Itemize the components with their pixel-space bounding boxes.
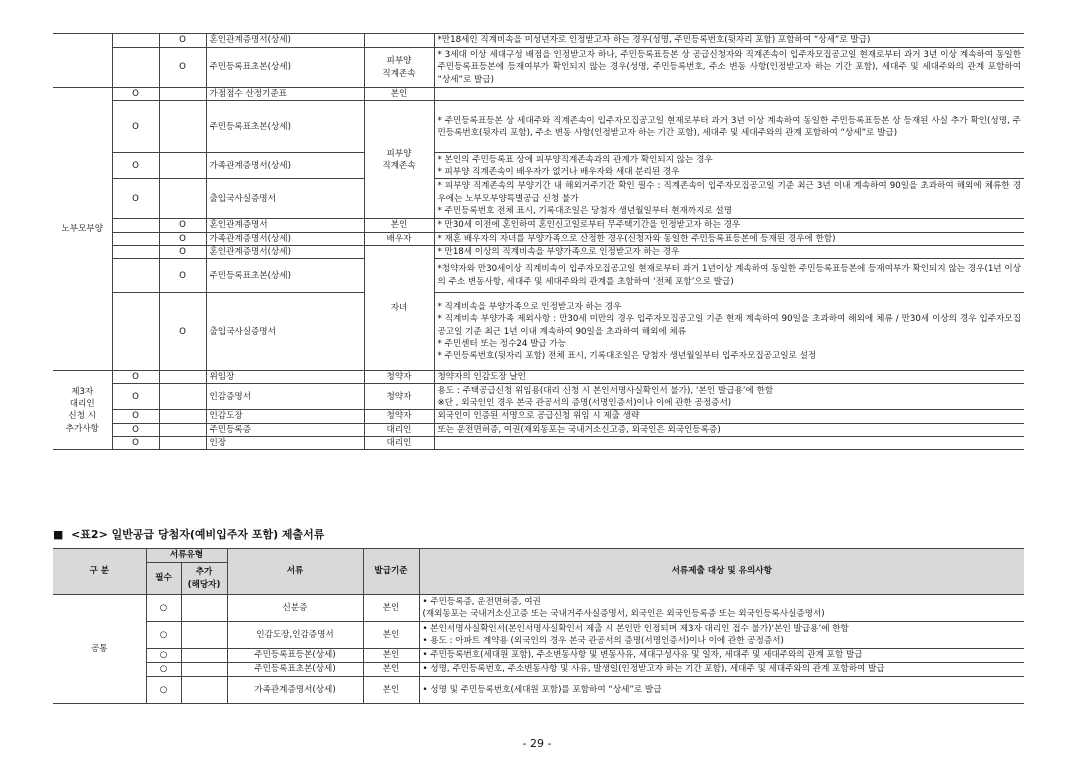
table-row [53,34,1024,48]
header-note: 서류제출 대상 및 유의사항 [419,549,1024,595]
note-text: * 3세대 이상 세대구성 배점을 인정받고자 하나, 주민등록표등본 상 공급신청자와 직계존속이 입주자모집공고일 현재로부터 과거 3년 이상 계속하여 동일한 주민등록표등본에 등재여부가 확인되지 않는 경우(성명, 주민등록번호, 주소 변동 사항(인정받고자 하는 기간 포함), 세대주 및 세대주와의 관계 포함하여 “상세”로 발급) [434,48,1024,88]
table-row [53,245,1024,258]
required-mark: ○ [146,622,181,649]
header-doc: 서류 [227,549,363,595]
additional-mark: O [159,232,206,245]
additional-mark [159,423,206,436]
issue-standard [364,34,434,48]
table-row [53,437,1024,450]
issue-standard: 청약자 [364,384,434,410]
header-std: 발급기준 [363,549,419,595]
note-text: • 성명, 주민등록번호, 주소변동사항 및 사유, 발생일(인정받고자 하는 기간 포함), 세대주 및 세대주와의 관계 포함하여 발급 [419,663,1024,677]
required-mark [112,293,159,371]
document-name: 인감도장 [206,410,364,423]
document-name: 위임장 [206,371,364,384]
document-name: 혼인관계증명서(상세) [206,34,364,48]
note-text: * 직계비속을 부양가족으로 인정받고자 하는 경우 * 직계비속 부양가족 제외사항 : 만30세 미만의 경우 입주자모집공고일 기준 현재 계속하여 90일을 초과하여 해외에 체류 / 만30세 이상의 경우 입주자모집공고일 기준 최근 1년 이내 계속하여 90일을 초과하여 해외에 체류 * 주민센터 또는 정수24 발급 가능 * 주민등록번호(뒷자리 포함) 전체 표시, 기록대조일은 당첨자 생년월일부터 입주자모집공고일로 설정 [434,293,1024,371]
note-text: * 재혼 배우자의 자녀를 부양가족으로 산정한 경우(신청자와 동일한 주민등록표등본에 등재된 경우에 한함) [434,232,1024,245]
additional-mark: O [159,293,206,371]
document-name: 인감도장,인감증명서 [227,622,363,649]
table-row [53,153,1024,179]
additional-mark: O [159,259,206,293]
note-text: * 본인의 주민등록표 상에 피부양직계존속과의 관계가 확인되지 않는 경우 * 피부양 직계존속이 배우자가 없거나 배우자와 세대 분리된 경우 [434,153,1024,179]
issue-standard: 본인 [363,663,419,677]
group-label: 제3자 대리인 신청 시 추가사항 [53,371,112,450]
header-additional: 추가 (해당자) [181,563,227,595]
required-mark: O [112,423,159,436]
bullet-square-icon: ■ [53,528,64,541]
note-text: • 주민등록증, 운전면허증, 여권 (재외동포는 국내거소신고증 또는 국내거주사실증명서, 외국인은 외국인등록증 또는 외국인등록사실증명서) [419,595,1024,622]
issue-standard: 피부양 직계존속 [364,48,434,88]
note-text: * 피부양 직계존속의 부양기간 내 해외거주기간 확인 필수 : 직계존속이 입주자모집공고일 기준 최근 3년 이내 계속하여 90일을 초과하여 해외에 체류한 경우에는 노부모부양특별공급 신청 불가 * 주민등록번호 전체 표시, 기록대조일은 당첨자 생년월일부터 현재까지로 설명 [434,179,1024,219]
required-mark: O [112,384,159,410]
additional-mark [159,371,206,384]
required-mark: ○ [146,649,181,663]
document-name: 인감증명서 [206,384,364,410]
issue-standard: 본인 [363,622,419,649]
issue-standard: 본인 [363,595,419,622]
additional-mark: O [159,219,206,232]
issue-standard: 피부양 직계존속 [364,101,434,219]
group-label: 노부모부양 [53,88,112,371]
table-row [53,179,1024,219]
additional-mark [159,88,206,101]
issue-standard: 대리인 [364,437,434,450]
table-row [53,293,1024,371]
additional-mark [181,595,227,622]
section-title [53,526,324,542]
table-row [53,101,1024,153]
table-row [53,663,1024,677]
document-name: 출입국사실증명서 [206,293,364,371]
required-mark [112,259,159,293]
document-name: 주민등록표초본(상세) [206,101,364,153]
note-text: 또는 운전면허증, 여권(재외동포는 국내거소신고증, 외국인은 외국인등록증) [434,423,1024,436]
required-mark [112,34,159,48]
additional-mark [159,153,206,179]
note-text [434,88,1024,101]
issue-standard: 청약자 [364,410,434,423]
note-text: 외국인이 인증된 서명으로 공급신청 위임 시 제출 생략 [434,410,1024,423]
required-mark: O [112,437,159,450]
note-text: • 주민등록번호(세대원 포함), 주소변동사항 및 변동사유, 세대구성사유 및 일자, 세대주 및 세대주와의 관계 포함 발급 [419,649,1024,663]
table-row [53,384,1024,410]
note-text: 청약자의 인감도장 날인 [434,371,1024,384]
additional-mark [181,677,227,704]
required-mark [112,48,159,88]
issue-standard: 청약자 [364,371,434,384]
note-text: • 본인서명사실확인서(본인서명사실확인서 제출 시 본인만 인정되며 제3자 대리인 접수 불가)‘본인 발급용’에 한함 • 용도 : 아파트 계약용 (외국인의 경우 본국 관공서의 증명(서명인증서)이나 이에 관한 공정증서) [419,622,1024,649]
document-name: 가족관계증명서(상세) [206,232,364,245]
issue-standard: 본인 [364,88,434,101]
note-text [434,437,1024,450]
note-text: * 만18세 이상의 직계비속을 부양가족으로 인정받고자 하는 경우 [434,245,1024,258]
document-name: 주민등록표초본(상세) [227,663,363,677]
document-name: 혼인관계증명서(상세) [206,245,364,258]
header-required: 필수 [146,563,181,595]
document-name: 가족관계증명서(상세) [227,677,363,704]
document-name: 가점점수 산정기준표 [206,88,364,101]
note-text: *청약자와 만30세이상 직계비속이 입주자모집공고일 현재로부터 과거 1년이상 계속하여 동일한 주민등록표등본에 등재여부가 확인되지 않는 경우(1년 이상의 주소 변동사항, 세대주 및 세대주와의 관계를 초함하여 ‘전체 포함’으로 발급) [434,259,1024,293]
group-common: 공통 [53,595,146,704]
document-name: 가족관계증명서(상세) [206,153,364,179]
required-mark: O [112,153,159,179]
page-number: - 29 - [522,737,552,750]
document-name: 주민등록증 [206,423,364,436]
table-row [53,219,1024,232]
table-row [53,423,1024,436]
additional-mark [159,179,206,219]
required-mark: ○ [146,663,181,677]
required-mark: O [112,410,159,423]
header-doc-type: 서류유형 [146,549,227,563]
issue-standard: 본인 [364,219,434,232]
table-row [53,232,1024,245]
note-text: * 만30세 이전에 혼인하여 혼인신고일로부터 무주택기간을 인정받고자 하는 경우 [434,219,1024,232]
table-row [53,410,1024,423]
table-row [53,595,1024,622]
table-row [53,649,1024,663]
issue-standard: 자녀 [364,245,434,370]
note-text: • 성명 및 주민등록번호(세대원 포함)를 포함하여 “상세”로 발급 [419,677,1024,704]
additional-mark [181,649,227,663]
required-mark: O [112,179,159,219]
required-mark: ○ [146,595,181,622]
note-text: * 주민등록표등본 상 세대주와 직계존속이 입주자모집공고일 현재로부터 과거 3년 이상 계속하여 동일한 주민등록표등본 상 등재된 사실 추가 확인(성명, 주민등록번호(뒷자리 포함), 주소 변동 사항(인정받고자 하는 기간 포함), 세대주 및 세대주와의 관계 포함하여 “상세”로 발급) [434,101,1024,153]
issue-standard: 본인 [363,649,419,663]
table-row [53,371,1024,384]
additional-mark [159,101,206,153]
senior-support-docs-table [53,33,1024,450]
additional-mark [181,622,227,649]
document-name: 인장 [206,437,364,450]
required-mark: O [112,101,159,153]
required-mark: O [112,371,159,384]
table-row [53,677,1024,704]
document-name: 출입국사실증명서 [206,179,364,219]
table-row [53,259,1024,293]
document-name: 혼인관계증명서 [206,219,364,232]
table-row [53,88,1024,101]
document-name: 주민등록표등본(상세) [227,649,363,663]
issue-standard: 대리인 [364,423,434,436]
note-text: *만18세인 직계비속을 미성년자로 인정받고자 하는 경우(성명, 주민등록번호(뒷자리 포함) 포함하여 “상세”로 발급) [434,34,1024,48]
required-mark [112,245,159,258]
required-mark: O [112,88,159,101]
table-row [53,48,1024,88]
required-mark [112,219,159,232]
additional-mark [159,410,206,423]
additional-mark: O [159,34,206,48]
additional-mark [181,663,227,677]
note-text: 용도 : 주택공급신청 위임용(대리 신청 시 본인서명사실확인서 불가), ‘본인 발급용’에 한함 ※단 , 외국인인 경우 본국 관공서의 증명(서명인증서)이나 이에 관한 공정증서) [434,384,1024,410]
issue-standard: 본인 [363,677,419,704]
general-supply-docs-table [53,548,1024,704]
required-mark [112,232,159,245]
section-title-text: <표2> 일반공급 당첨자(예비입주자 포함) 제출서류 [71,528,325,541]
additional-mark: O [159,48,206,88]
document-name: 주민등록표초본(상세) [206,259,364,293]
required-mark: ○ [146,677,181,704]
additional-mark [159,384,206,410]
document-name: 신분증 [227,595,363,622]
issue-standard: 배우자 [364,232,434,245]
header-category: 구 분 [53,549,146,595]
group-label [53,34,112,88]
table-row [53,622,1024,649]
additional-mark [159,437,206,450]
additional-mark: O [159,245,206,258]
document-name: 주민등록표초본(상세) [206,48,364,88]
